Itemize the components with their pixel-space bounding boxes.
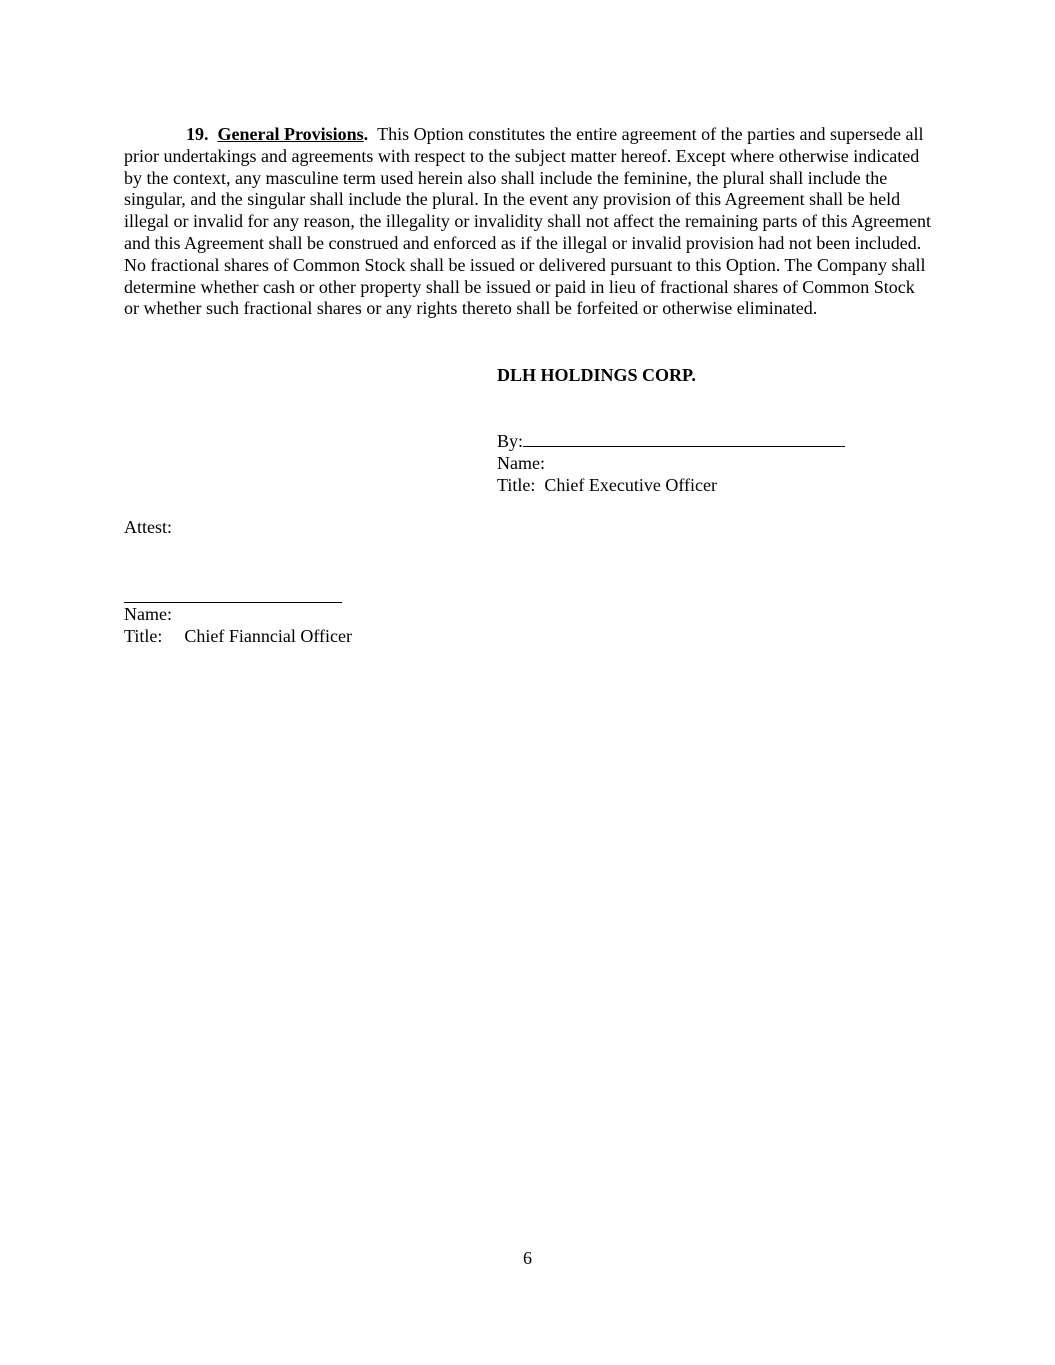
attest-title-value: Chief Fianncial Officer — [184, 625, 352, 646]
attest-title-label: Title: — [124, 625, 163, 646]
by-line — [497, 430, 845, 453]
signer-title-row — [497, 475, 845, 497]
section-title: General Provisions — [217, 124, 364, 144]
section-body: This Option constitutes the entire agreement of the parties and supersede all prior undertakings and agreements with respect to the subject matter hereof. Except where otherwise indicated by the context, any masculine term used herein also shall include the feminine, the plural shall include the singular, and the singular shall include the plural. In the event any provision of this Agreement shall be held illegal or invalid for any reason, the illegality or invalidity shall not affect the remaining parts of this Agreement and this Agreement shall be construed and enforced as if the illegal or invalid provision had not been included. No fractional shares of Common Stock shall be issued or delivered pursuant to this Option. The Company shall determine whether cash or other property shall be issued or paid in lieu of fractional shares of Common Stock or whether such fractional shares or any rights thereto shall be forfeited or otherwise eliminated. — [124, 124, 931, 319]
attest-signature-block — [124, 604, 352, 648]
company-signature-block — [497, 430, 845, 496]
signer-title-label: Title: — [497, 474, 536, 495]
section-19-paragraph — [124, 124, 934, 320]
company-name: DLH HOLDINGS CORP. — [497, 365, 696, 385]
section-title-period: . — [363, 124, 369, 144]
section-number: 19. — [186, 124, 209, 144]
page-number: 6 — [523, 1248, 532, 1268]
attest-title-row — [124, 626, 352, 648]
signer-title-value: Chief Executive Officer — [544, 474, 717, 495]
attest-label: Attest: — [124, 517, 172, 537]
signer-name-label: Name: — [497, 452, 545, 473]
attest-signature-line — [124, 602, 342, 603]
attest-name-row — [124, 604, 352, 626]
signature-line — [523, 430, 845, 447]
by-label: By: — [497, 431, 524, 451]
signer-name-row — [497, 453, 845, 475]
attest-name-label: Name: — [124, 604, 172, 624]
